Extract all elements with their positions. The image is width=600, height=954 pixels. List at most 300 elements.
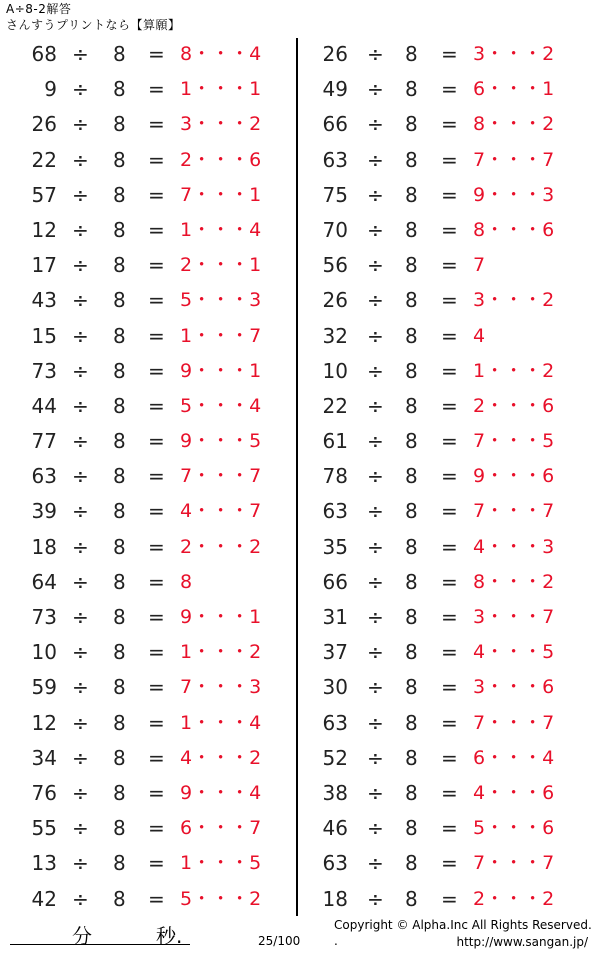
- division-sign: ÷: [367, 358, 384, 383]
- dividend: 77: [31, 429, 57, 454]
- equals-sign: =: [441, 745, 458, 770]
- dividend: 39: [31, 499, 57, 524]
- division-sign: ÷: [72, 182, 89, 207]
- division-sign: ÷: [72, 429, 89, 454]
- dividend: 38: [322, 780, 348, 805]
- division-sign: ÷: [367, 288, 384, 313]
- problem-row: [0, 283, 290, 318]
- answer: 7・・・7: [180, 465, 262, 488]
- problem-row: [0, 143, 290, 178]
- problem-row: [0, 354, 290, 389]
- divisor: 8: [405, 358, 418, 383]
- page-number: 25/100: [258, 934, 301, 948]
- answer: 9・・・1: [180, 606, 262, 628]
- equals-sign: =: [148, 393, 165, 418]
- problem-row: [0, 459, 290, 494]
- answer: 7・・・1: [180, 183, 262, 206]
- site-url-link[interactable]: http://www.sangan.jp/: [456, 935, 588, 949]
- divisor: 8: [405, 710, 418, 735]
- divisor: 8: [113, 640, 126, 665]
- answer: 7・・・7: [473, 711, 555, 734]
- equals-sign: =: [148, 569, 165, 594]
- minutes-label: 分: [72, 924, 92, 948]
- divisor: 8: [405, 499, 418, 524]
- division-sign: ÷: [367, 605, 384, 629]
- equals-sign: =: [148, 534, 165, 559]
- divisor: 8: [113, 253, 126, 278]
- answer: 7・・・7: [473, 148, 555, 171]
- answer: 5・・・2: [180, 887, 262, 910]
- answer: 9・・・3: [473, 183, 555, 206]
- equals-sign: =: [441, 42, 458, 66]
- divisor: 8: [113, 217, 126, 242]
- division-sign: ÷: [367, 393, 384, 418]
- problem-row: [296, 530, 586, 565]
- answer: 1・・・1: [180, 78, 262, 101]
- dividend: 12: [31, 217, 57, 242]
- division-sign: ÷: [72, 253, 89, 278]
- equals-sign: =: [148, 499, 165, 524]
- dividend: 9: [44, 77, 57, 102]
- problem-row: [0, 37, 290, 72]
- problem-row: [296, 107, 586, 142]
- equals-sign: =: [441, 534, 458, 559]
- dividend: 32: [322, 323, 348, 348]
- problem-row: [296, 741, 586, 776]
- copyright-text: Copyright © Alpha.Inc All Rights Reserved.: [334, 918, 592, 932]
- equals-sign: =: [148, 640, 165, 665]
- dividend: 22: [31, 147, 57, 172]
- divisor: 8: [113, 710, 126, 735]
- answer: 2・・・6: [180, 148, 262, 171]
- equals-sign: =: [441, 605, 458, 629]
- problem-row: [296, 459, 586, 494]
- divisor: 8: [113, 499, 126, 524]
- dividend: 63: [322, 499, 348, 524]
- answer: 3・・・2: [473, 289, 555, 312]
- division-sign: ÷: [72, 288, 89, 313]
- division-sign: ÷: [367, 147, 384, 172]
- answer: 6・・・4: [473, 746, 555, 769]
- problem-row: [0, 741, 290, 776]
- dividend: 43: [31, 288, 57, 313]
- problem-row: [0, 882, 290, 917]
- equals-sign: =: [441, 77, 458, 102]
- problem-row: [296, 776, 586, 811]
- division-sign: ÷: [72, 358, 89, 383]
- divisor: 8: [405, 217, 418, 242]
- footer-dot: .: [334, 934, 338, 948]
- problem-row: [296, 213, 586, 248]
- divisor: 8: [113, 323, 126, 348]
- problem-row: [0, 846, 290, 881]
- divisor: 8: [405, 534, 418, 559]
- divisor: 8: [405, 851, 418, 876]
- answer: 1・・・4: [180, 218, 262, 241]
- dividend: 49: [322, 77, 348, 102]
- dividend: 63: [322, 147, 348, 172]
- division-sign: ÷: [72, 77, 89, 102]
- problem-row: [296, 565, 586, 600]
- problem-row: [296, 178, 586, 213]
- dividend: 17: [31, 253, 57, 278]
- problem-row: [296, 600, 586, 635]
- dividend: 63: [31, 464, 57, 489]
- division-sign: ÷: [72, 147, 89, 172]
- problem-row: [296, 846, 586, 881]
- divisor: 8: [405, 640, 418, 665]
- division-sign: ÷: [72, 323, 89, 348]
- equals-sign: =: [441, 112, 458, 137]
- divisor: 8: [405, 182, 418, 207]
- seconds-label: 秒.: [156, 924, 183, 948]
- divisor: 8: [113, 358, 126, 383]
- division-sign: ÷: [367, 569, 384, 594]
- dividend: 34: [31, 745, 57, 770]
- answer: 4・・・6: [473, 781, 555, 804]
- problem-row: [296, 283, 586, 318]
- dividend: 57: [31, 182, 57, 207]
- dividend: 26: [322, 42, 348, 66]
- problem-row: [0, 670, 290, 705]
- division-sign: ÷: [367, 816, 384, 841]
- division-sign: ÷: [367, 77, 384, 102]
- equals-sign: =: [148, 358, 165, 383]
- divisor: 8: [405, 569, 418, 594]
- problem-row: [0, 776, 290, 811]
- divisor: 8: [113, 147, 126, 172]
- divisor: 8: [113, 851, 126, 876]
- problem-row: [296, 248, 586, 283]
- dividend: 12: [31, 710, 57, 735]
- problem-row: [0, 811, 290, 846]
- division-sign: ÷: [367, 675, 384, 700]
- divisor: 8: [405, 816, 418, 841]
- dividend: 56: [322, 253, 348, 278]
- dividend: 73: [31, 358, 57, 383]
- problem-row: [296, 882, 586, 917]
- dividend: 64: [31, 569, 57, 594]
- dividend: 59: [31, 675, 57, 700]
- equals-sign: =: [148, 253, 165, 278]
- dividend: 78: [322, 464, 348, 489]
- division-sign: ÷: [367, 780, 384, 805]
- problem-row: [296, 811, 586, 846]
- divisor: 8: [405, 605, 418, 629]
- divisor: 8: [113, 816, 126, 841]
- divisor: 8: [113, 780, 126, 805]
- answer: 8・・・4: [180, 43, 262, 65]
- divisor: 8: [405, 886, 418, 911]
- problem-row: [296, 143, 586, 178]
- answer: 4・・・2: [180, 746, 262, 769]
- equals-sign: =: [441, 780, 458, 805]
- equals-sign: =: [441, 182, 458, 207]
- worksheet-title: A÷8-2解答: [6, 2, 72, 16]
- problem-row: [0, 72, 290, 107]
- problem-column-left: [0, 37, 290, 917]
- answer: 7・・・5: [473, 430, 555, 453]
- equals-sign: =: [441, 816, 458, 841]
- equals-sign: =: [441, 358, 458, 383]
- equals-sign: =: [441, 710, 458, 735]
- answer: 9・・・5: [180, 430, 262, 453]
- answer: 3・・・2: [473, 43, 555, 65]
- problem-row: [0, 213, 290, 248]
- dividend: 42: [31, 886, 57, 911]
- division-sign: ÷: [72, 42, 89, 66]
- division-sign: ÷: [72, 816, 89, 841]
- divisor: 8: [113, 393, 126, 418]
- equals-sign: =: [441, 569, 458, 594]
- dividend: 68: [31, 42, 57, 66]
- divisor: 8: [113, 182, 126, 207]
- dividend: 10: [322, 358, 348, 383]
- dividend: 76: [31, 780, 57, 805]
- answer: 1・・・2: [473, 359, 555, 382]
- problem-row: [0, 424, 290, 459]
- dividend: 63: [322, 710, 348, 735]
- equals-sign: =: [148, 886, 165, 911]
- division-sign: ÷: [367, 429, 384, 454]
- problem-row: [0, 107, 290, 142]
- answer: 9・・・4: [180, 781, 262, 804]
- dividend: 70: [322, 217, 348, 242]
- divisor: 8: [113, 569, 126, 594]
- dividend: 55: [31, 816, 57, 841]
- problem-row: [296, 72, 586, 107]
- problem-row: [296, 424, 586, 459]
- equals-sign: =: [148, 42, 165, 66]
- answer: 3・・・7: [473, 606, 555, 628]
- dividend: 30: [322, 675, 348, 700]
- problem-row: [296, 635, 586, 670]
- problem-row: [0, 530, 290, 565]
- equals-sign: =: [441, 429, 458, 454]
- answer: 3・・・6: [473, 676, 555, 699]
- equals-sign: =: [441, 147, 458, 172]
- dividend: 18: [322, 886, 348, 911]
- divisor: 8: [113, 605, 126, 629]
- equals-sign: =: [148, 147, 165, 172]
- equals-sign: =: [148, 77, 165, 102]
- equals-sign: =: [441, 640, 458, 665]
- equals-sign: =: [148, 745, 165, 770]
- dividend: 26: [31, 112, 57, 137]
- division-sign: ÷: [72, 499, 89, 524]
- answer: 1・・・2: [180, 641, 262, 664]
- division-sign: ÷: [72, 112, 89, 137]
- answer: 3・・・2: [180, 113, 262, 136]
- equals-sign: =: [148, 851, 165, 876]
- answer: 2・・・2: [473, 887, 555, 910]
- division-sign: ÷: [72, 464, 89, 489]
- division-sign: ÷: [367, 640, 384, 665]
- problem-row: [296, 319, 586, 354]
- dividend: 35: [322, 534, 348, 559]
- division-sign: ÷: [367, 323, 384, 348]
- answer: 4: [473, 324, 486, 347]
- dividend: 66: [322, 569, 348, 594]
- answer: 6・・・7: [180, 817, 262, 840]
- division-sign: ÷: [72, 675, 89, 700]
- equals-sign: =: [148, 429, 165, 454]
- dividend: 52: [322, 745, 348, 770]
- problem-row: [296, 389, 586, 424]
- answer: 7・・・7: [473, 500, 555, 523]
- problem-row: [0, 178, 290, 213]
- divisor: 8: [405, 77, 418, 102]
- divisor: 8: [405, 675, 418, 700]
- dividend: 18: [31, 534, 57, 559]
- answer: 2・・・6: [473, 394, 555, 417]
- equals-sign: =: [441, 288, 458, 313]
- division-sign: ÷: [72, 217, 89, 242]
- equals-sign: =: [441, 851, 458, 876]
- divisor: 8: [405, 464, 418, 489]
- equals-sign: =: [148, 288, 165, 313]
- dividend: 31: [322, 605, 348, 629]
- answer: 7・・・7: [473, 852, 555, 875]
- equals-sign: =: [441, 886, 458, 911]
- division-sign: ÷: [72, 851, 89, 876]
- division-sign: ÷: [72, 569, 89, 594]
- division-sign: ÷: [72, 886, 89, 911]
- equals-sign: =: [148, 217, 165, 242]
- division-sign: ÷: [367, 499, 384, 524]
- divisor: 8: [113, 464, 126, 489]
- answer: 4・・・7: [180, 500, 262, 523]
- dividend: 63: [322, 851, 348, 876]
- divisor: 8: [405, 147, 418, 172]
- answer: 8: [180, 570, 193, 593]
- divisor: 8: [113, 42, 126, 66]
- divisor: 8: [405, 393, 418, 418]
- division-sign: ÷: [367, 112, 384, 137]
- dividend: 75: [322, 182, 348, 207]
- division-sign: ÷: [367, 710, 384, 735]
- problem-row: [296, 37, 586, 72]
- divisor: 8: [405, 253, 418, 278]
- divisor: 8: [113, 77, 126, 102]
- problem-row: [0, 706, 290, 741]
- answer: 5・・・3: [180, 289, 262, 312]
- problem-row: [0, 600, 290, 635]
- answer: 2・・・1: [180, 254, 262, 277]
- divisor: 8: [405, 112, 418, 137]
- dividend: 26: [322, 288, 348, 313]
- dividend: 44: [31, 393, 57, 418]
- divisor: 8: [113, 745, 126, 770]
- equals-sign: =: [148, 464, 165, 489]
- equals-sign: =: [441, 217, 458, 242]
- problem-row: [0, 635, 290, 670]
- division-sign: ÷: [367, 851, 384, 876]
- equals-sign: =: [148, 675, 165, 700]
- answer: 8・・・6: [473, 218, 555, 241]
- equals-sign: =: [441, 323, 458, 348]
- equals-sign: =: [441, 253, 458, 278]
- dividend: 61: [322, 429, 348, 454]
- answer: 7: [473, 254, 486, 277]
- equals-sign: =: [441, 499, 458, 524]
- answer: 9・・・6: [473, 465, 555, 488]
- division-sign: ÷: [72, 605, 89, 629]
- problem-row: [296, 706, 586, 741]
- answer: 8・・・2: [473, 570, 555, 593]
- answer: 1・・・7: [180, 324, 262, 347]
- equals-sign: =: [148, 605, 165, 629]
- dividend: 22: [322, 393, 348, 418]
- divisor: 8: [405, 780, 418, 805]
- problem-row: [0, 494, 290, 529]
- problem-column-right: [296, 37, 586, 917]
- division-sign: ÷: [367, 745, 384, 770]
- equals-sign: =: [441, 675, 458, 700]
- division-sign: ÷: [72, 534, 89, 559]
- division-sign: ÷: [72, 745, 89, 770]
- answer: 7・・・3: [180, 676, 262, 699]
- worksheet-subtitle: さんすうプリントなら【算願】: [6, 18, 181, 32]
- problem-row: [0, 248, 290, 283]
- problem-row: [296, 354, 586, 389]
- divisor: 8: [113, 534, 126, 559]
- equals-sign: =: [148, 112, 165, 137]
- answer: 6・・・1: [473, 78, 555, 101]
- division-sign: ÷: [367, 42, 384, 66]
- divisor: 8: [113, 112, 126, 137]
- answer: 5・・・6: [473, 817, 555, 840]
- answer: 1・・・5: [180, 852, 262, 875]
- division-sign: ÷: [72, 393, 89, 418]
- problem-row: [0, 319, 290, 354]
- dividend: 10: [31, 640, 57, 665]
- equals-sign: =: [441, 464, 458, 489]
- division-sign: ÷: [367, 464, 384, 489]
- divisor: 8: [113, 429, 126, 454]
- problem-row: [296, 494, 586, 529]
- problem-row: [0, 565, 290, 600]
- division-sign: ÷: [367, 217, 384, 242]
- divisor: 8: [113, 288, 126, 313]
- dividend: 66: [322, 112, 348, 137]
- divisor: 8: [405, 745, 418, 770]
- equals-sign: =: [148, 182, 165, 207]
- answer: 2・・・2: [180, 535, 262, 558]
- answer: 4・・・5: [473, 641, 555, 664]
- answer: 1・・・4: [180, 711, 262, 734]
- division-sign: ÷: [72, 780, 89, 805]
- equals-sign: =: [148, 323, 165, 348]
- divisor: 8: [405, 42, 418, 66]
- equals-sign: =: [148, 780, 165, 805]
- dividend: 46: [322, 816, 348, 841]
- answer: 4・・・3: [473, 535, 555, 558]
- dividend: 13: [31, 851, 57, 876]
- dividend: 73: [31, 605, 57, 629]
- divisor: 8: [405, 429, 418, 454]
- division-sign: ÷: [367, 534, 384, 559]
- equals-sign: =: [441, 393, 458, 418]
- division-sign: ÷: [367, 886, 384, 911]
- dividend: 15: [31, 323, 57, 348]
- dividend: 37: [322, 640, 348, 665]
- divisor: 8: [405, 323, 418, 348]
- equals-sign: =: [148, 710, 165, 735]
- division-sign: ÷: [367, 182, 384, 207]
- divisor: 8: [113, 886, 126, 911]
- division-sign: ÷: [72, 640, 89, 665]
